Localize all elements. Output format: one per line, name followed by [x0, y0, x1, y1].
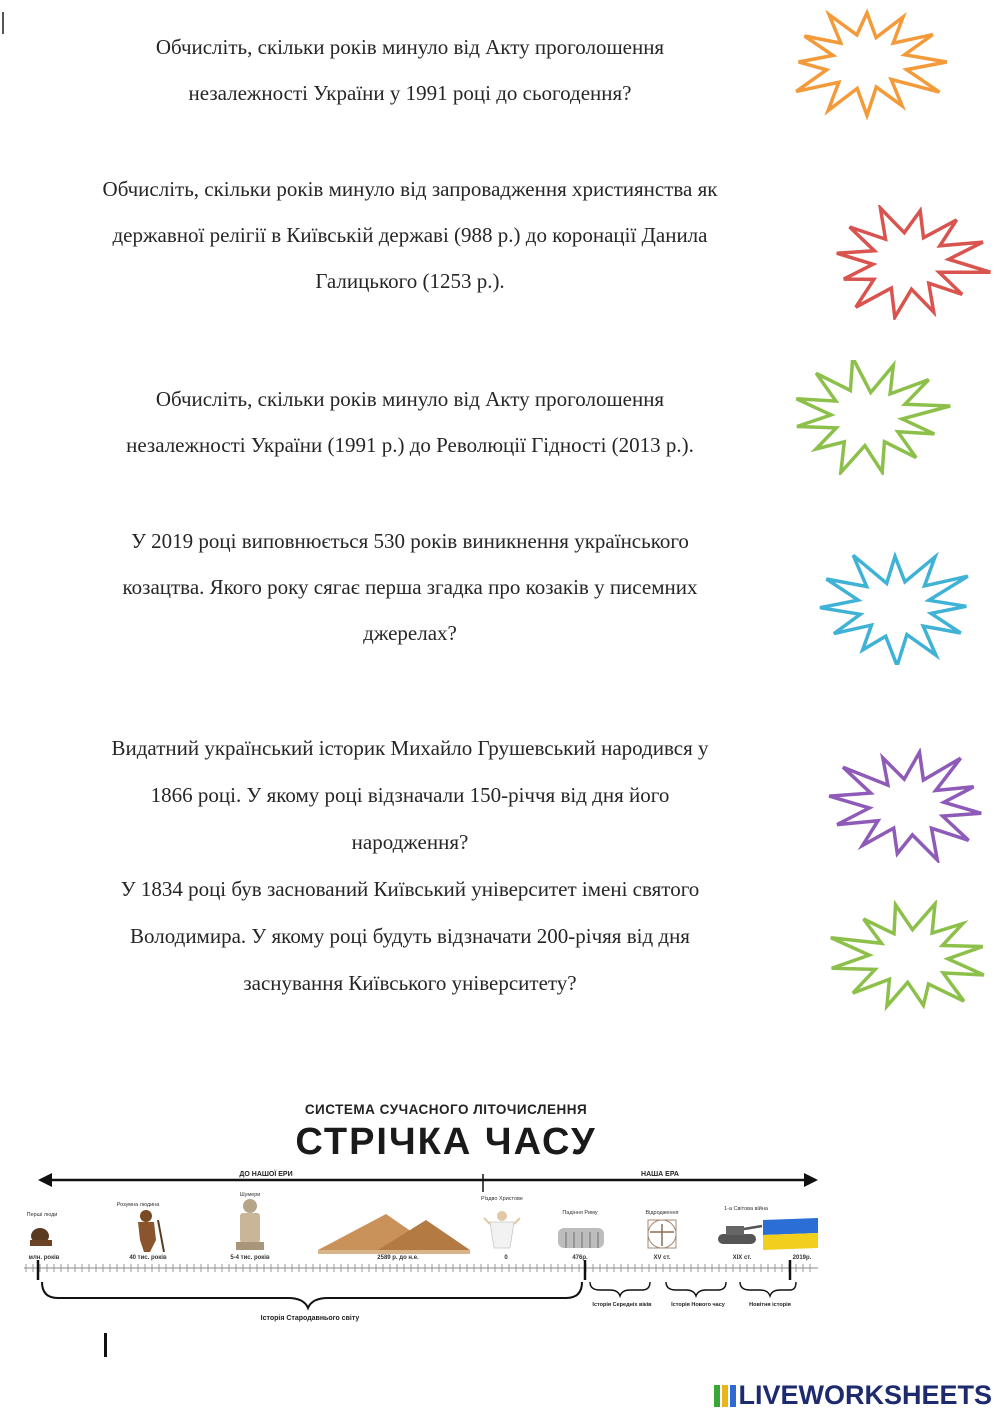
question-4	[20, 518, 800, 656]
bottom-label-contemporary: Новітня історія	[749, 1302, 791, 1308]
christ-image	[484, 1211, 520, 1248]
date-label-2: 40 тис. років	[129, 1255, 167, 1261]
answer-star-5[interactable]	[826, 748, 991, 863]
timeline-title: СТРІЧКА ЧАСУ	[295, 1121, 597, 1163]
caption-nativity: Різдво Христове	[481, 1196, 523, 1202]
answer-star-3[interactable]	[786, 360, 951, 475]
ukraine-flag-image	[763, 1218, 818, 1250]
era-label-ad: НАША ЕРА	[641, 1171, 679, 1178]
bottom-label-ancient: Історія Стародавнього світу	[260, 1315, 360, 1322]
question-6-line-1: У 1834 році був заснований Київський університет імені святого	[120, 877, 700, 901]
question-5	[10, 725, 810, 1007]
era-label-bc: ДО НАШОЇ ЕРИ	[239, 1171, 293, 1178]
date-label-4: 2589 р. до н.е.	[377, 1255, 419, 1261]
era-arrow	[38, 1173, 818, 1192]
caption-first-people: Перші люди	[26, 1212, 58, 1218]
question-3-line-2: незалежності України (1991 р.) до Революції Гідності (2013 р.).	[126, 433, 694, 457]
question-5-line-3: народження?	[351, 830, 469, 854]
tank-image	[718, 1226, 762, 1244]
question-2-line-1: Обчисліть, скільки років минуло від запровадження християнства як	[102, 177, 718, 201]
question-5-line-2: 1866 році. У якому році відзначали 150-річчя від дня його	[150, 783, 670, 807]
text-cursor-top	[2, 12, 4, 34]
caption-fall-of-rome: Падіння Риму	[562, 1210, 598, 1216]
question-6-line-3: заснування Київського університету?	[243, 971, 577, 995]
answer-star-6[interactable]	[828, 900, 993, 1015]
sumerian-statue-image	[236, 1199, 264, 1250]
question-4-line-3: джерелах?	[363, 621, 457, 645]
answer-star-4[interactable]	[814, 550, 979, 665]
liveworksheets-logo[interactable]	[714, 1380, 992, 1411]
question-3	[30, 376, 790, 468]
question-4-line-1: У 2019 році виповнюється 530 років виникнення українського	[131, 529, 689, 553]
timeline-subtitle: СИСТЕМА СУЧАСНОГО ЛІТОЧИСЛЕННЯ	[304, 1102, 588, 1117]
date-label-6: 476р.	[572, 1255, 588, 1261]
vitruvian-image	[648, 1220, 676, 1248]
date-label-9: 2019р.	[792, 1255, 812, 1261]
bottom-label-modern: Історія Нового часу	[671, 1302, 725, 1308]
timeline-infographic	[18, 1092, 828, 1332]
caption-renaissance: Відродження	[645, 1210, 679, 1216]
date-label-7: XV ст.	[653, 1255, 671, 1261]
question-4-line-2: козацтва. Якого року сягає перша згадка про козаків у писемних	[122, 575, 698, 599]
question-2-line-3: Галицького (1253 р.).	[315, 269, 505, 293]
first-people-image	[30, 1228, 52, 1246]
question-5-line-1: Видатний український історик Михайло Грушевський народився у	[111, 736, 709, 760]
liveworksheets-logo-icon	[714, 1383, 736, 1409]
question-3-line-1: Обчисліть, скільки років минуло від Акту проголошення	[155, 387, 665, 411]
question-1-line-1: Обчисліть, скільки років минуло від Акту проголошення	[155, 35, 665, 59]
question-6-line-2: Володимира. У якому році будуть відзначати 200-річяя від дня	[130, 924, 690, 948]
date-label-5: 0	[504, 1255, 508, 1261]
liveworksheets-logo-text: LIVEWORKSHEETS	[738, 1380, 992, 1410]
date-label-1: млн. років	[28, 1255, 60, 1261]
caption-homo-sapiens: Розумна людина	[116, 1202, 160, 1208]
question-1	[30, 24, 790, 116]
homo-sapiens-image	[138, 1210, 164, 1252]
question-1-line-2: незалежності України у 1991 році до сьогодення?	[188, 81, 632, 105]
question-2-line-2: державної релігії в Київській державі (988 р.) до коронації Данила	[112, 223, 708, 247]
timeline-ruler	[24, 1260, 818, 1280]
question-2	[0, 166, 820, 304]
date-label-3: 5-4 тис. років	[230, 1255, 270, 1261]
answer-star-1[interactable]	[785, 5, 950, 120]
caption-world-war-1: 1-а Світова війна	[724, 1206, 768, 1212]
answer-star-2[interactable]	[826, 205, 991, 320]
bottom-label-middle-ages: Історія Середніх віків	[592, 1302, 652, 1308]
text-cursor-bottom	[104, 1333, 107, 1357]
date-label-8: XIX ст.	[732, 1255, 752, 1261]
pyramids-image	[318, 1214, 470, 1254]
caption-sumerians: Шумери	[239, 1192, 261, 1198]
colosseum-image	[558, 1228, 604, 1248]
